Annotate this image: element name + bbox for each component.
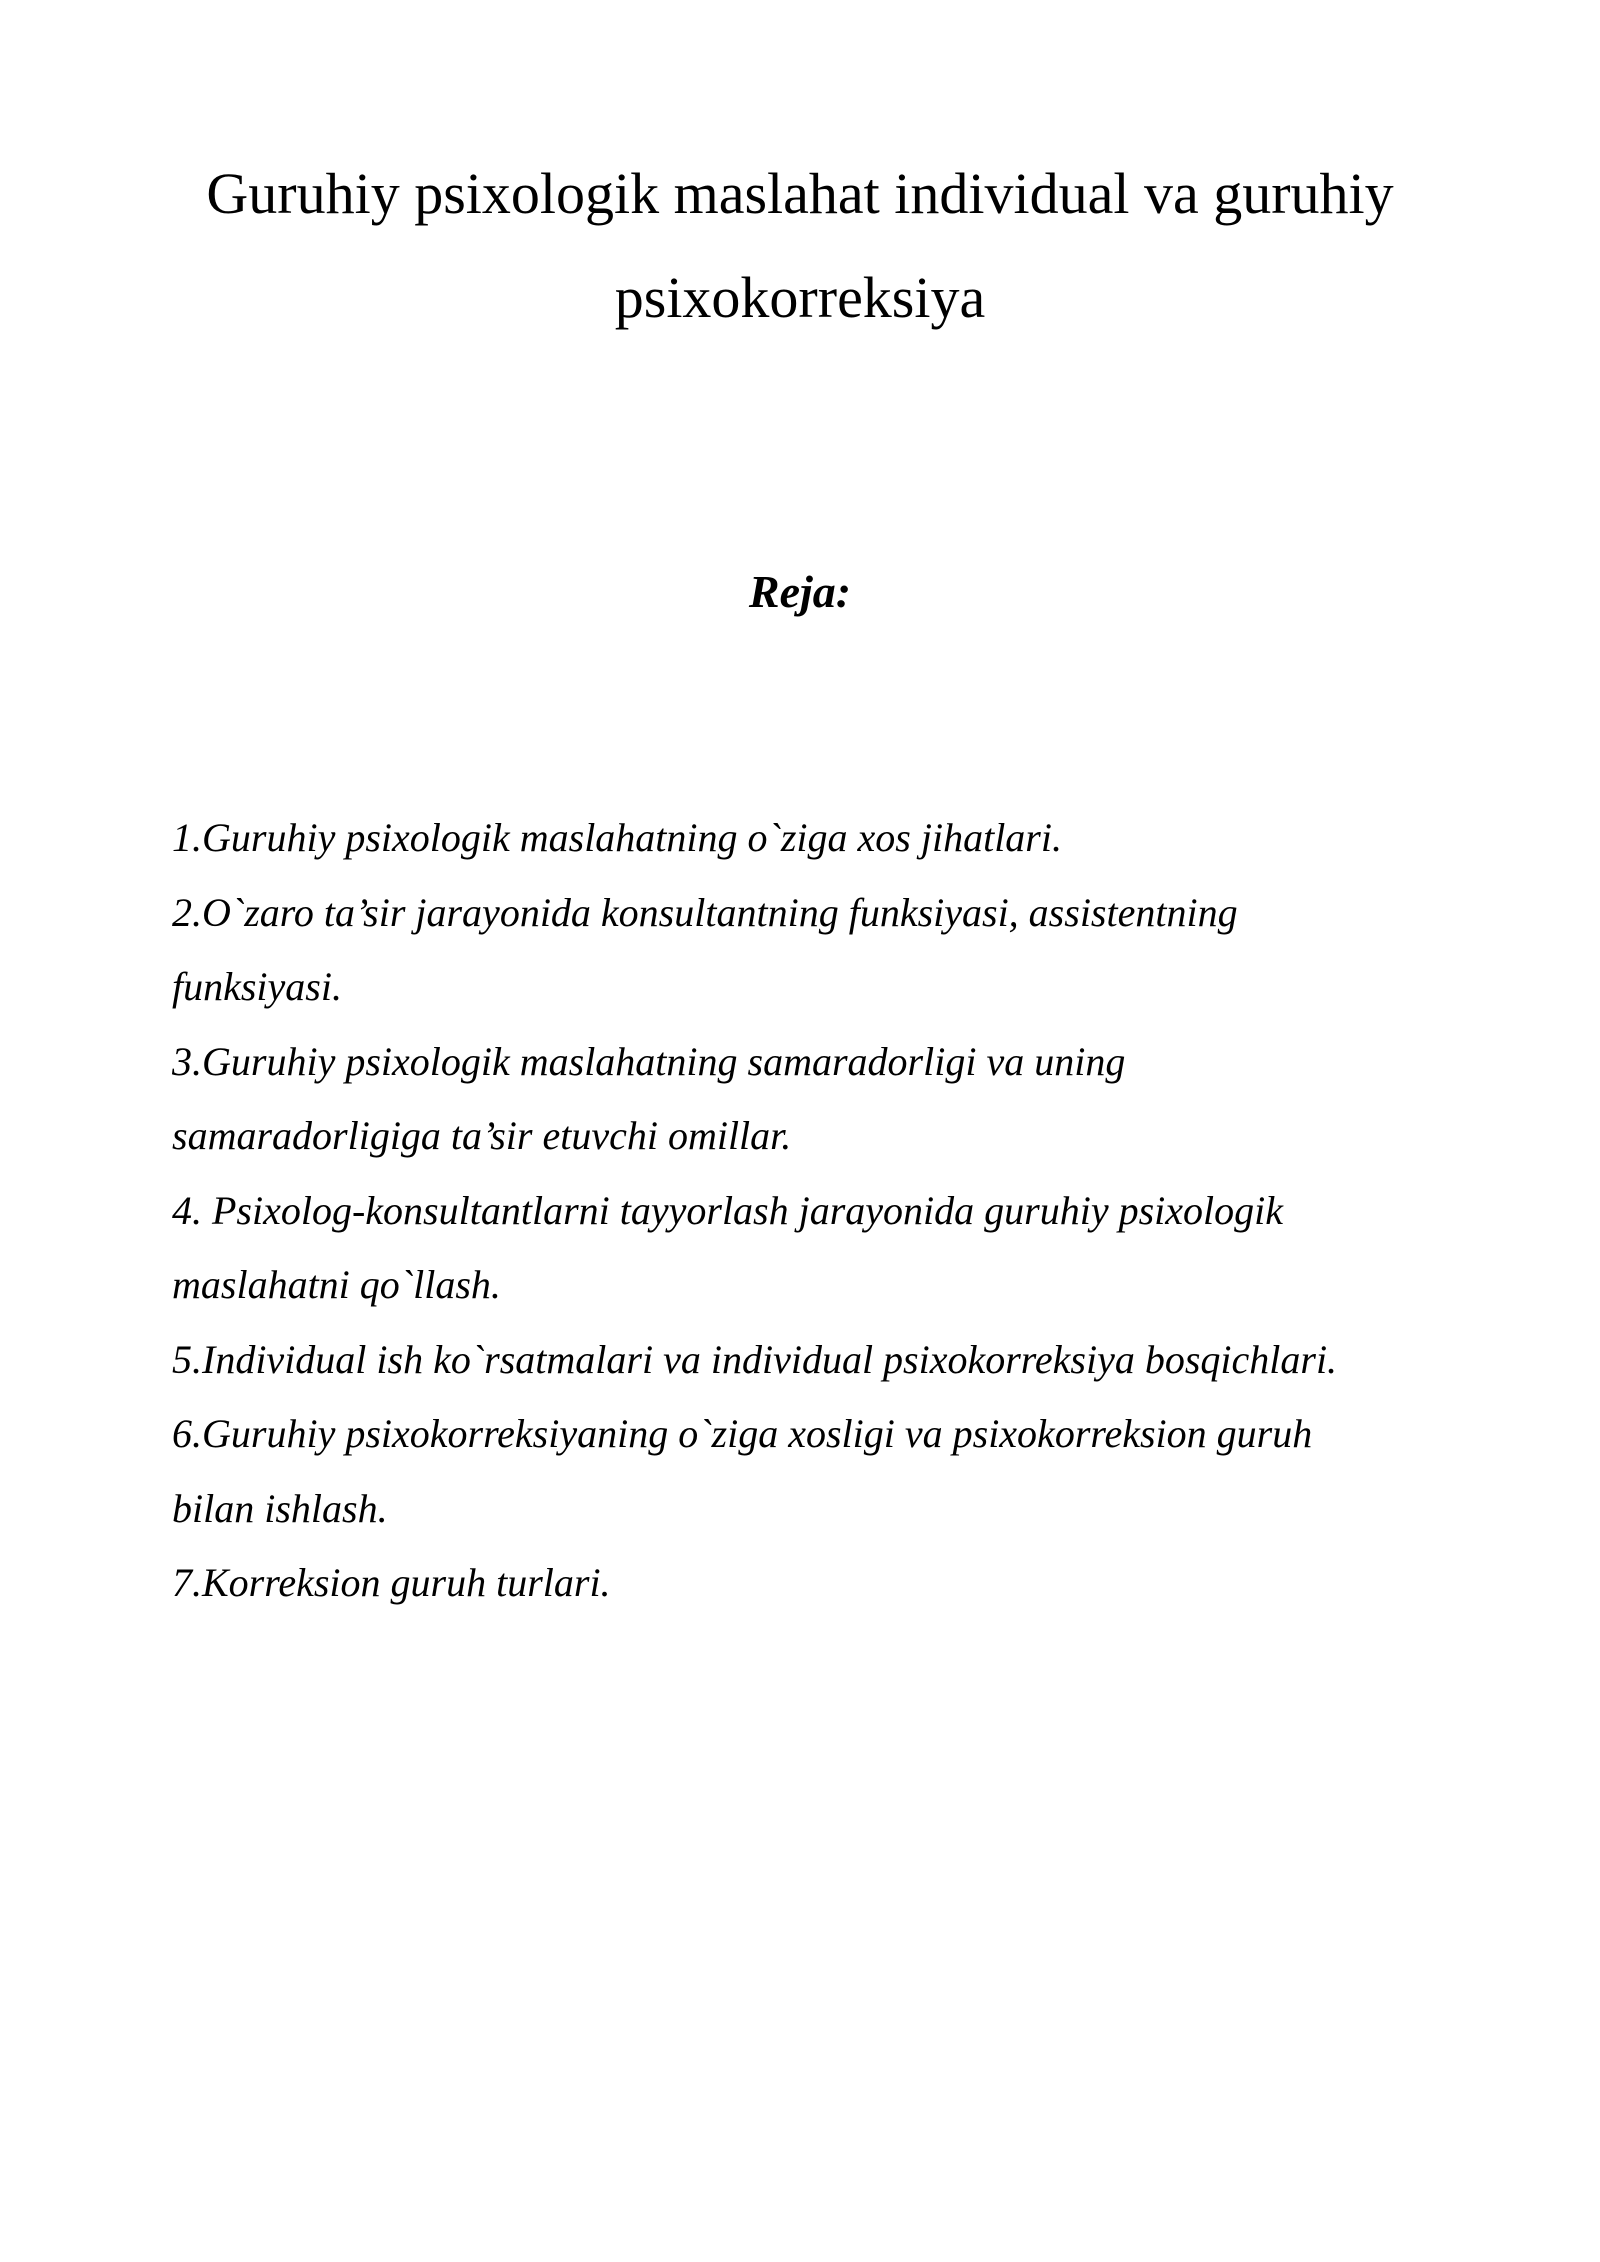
plan-item-5: 5.Individual ish ko`rsatmalari va individual psixokorreksiya bosqichlari. xyxy=(172,1336,1338,1382)
plan-item-7: 7.Korreksion guruh turlari. xyxy=(172,1560,611,1605)
plan-item-1: 1.Guruhiy psixologik maslahatning o`ziga xos jihatlari. xyxy=(172,815,1062,860)
plan-item-3: 3.Guruhiy psixologik maslahatning samaradorligi va uning samaradorligiga ta’sir etuvchi omillar. xyxy=(172,1038,1126,1158)
plan-item-2: 2.O`zaro ta’sir jarayonida konsultantning funksiyasi, assistentning funksiyasi. xyxy=(172,889,1238,1009)
plan-heading: Reja: xyxy=(748,566,852,617)
plan-item-6: 6.Guruhiy psixokorreksiyaning o`ziga xosligi va psixokorreksion guruh bilan ishlash. xyxy=(172,1411,1313,1531)
document-title: Guruhiy psixologik maslahat individual va guruhiy psixokorreksiya xyxy=(206,161,1394,330)
plan-item-4: 4. Psixolog-konsultantlarni tayyorlash jarayonida guruhiy psixologik maslahatni qo`llash. xyxy=(172,1187,1284,1307)
plan-list xyxy=(172,801,1472,1621)
